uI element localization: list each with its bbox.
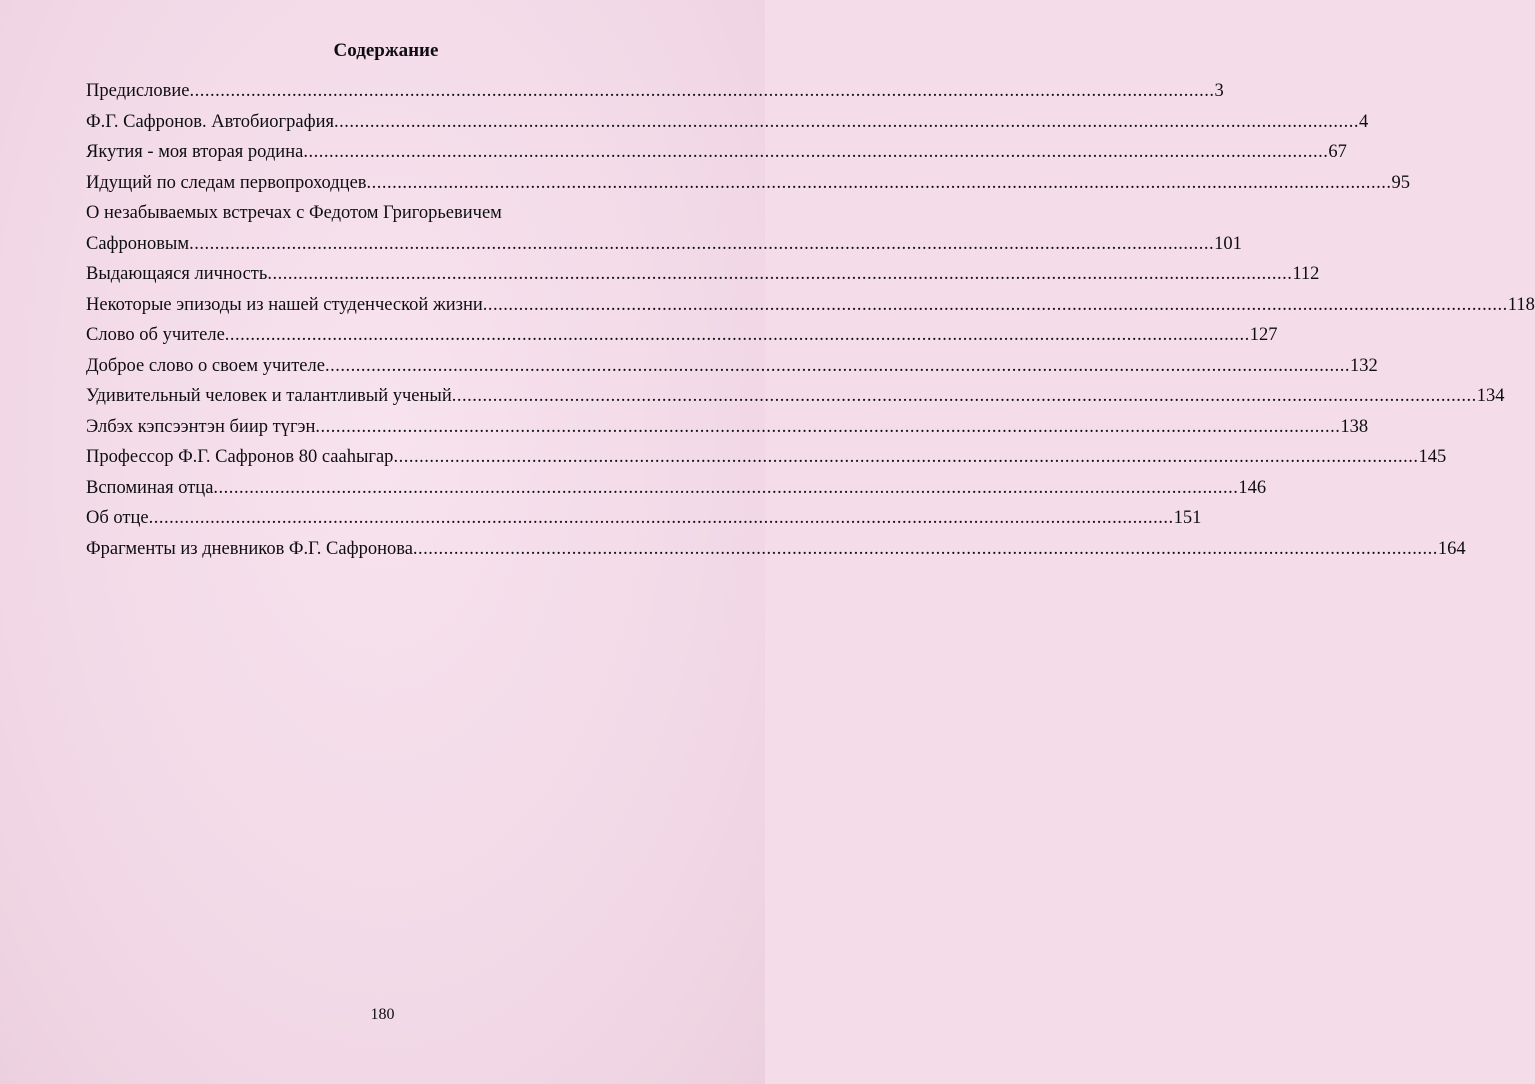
toc-entry-page: 4 [1359, 111, 1369, 132]
toc-leader-dots: ........................................................................................................................................................................................................ [393, 447, 1419, 467]
toc-entry-page: 146 [1238, 477, 1267, 498]
toc-entry-page: 164 [1437, 538, 1466, 559]
toc-entry [86, 534, 1466, 565]
toc-entry [86, 320, 1278, 351]
toc-entry-page: 127 [1249, 325, 1278, 345]
table-of-contents [86, 40, 1535, 564]
toc-entry [86, 412, 1369, 443]
toc-entry-title: Предисловие [86, 81, 190, 101]
toc-entry-page: 145 [1418, 447, 1447, 467]
toc-leader-dots: ........................................................................................................................................................................................................ [267, 264, 1293, 284]
toc-entry-page: 118 [1507, 294, 1535, 315]
toc-title: Содержание [333, 40, 439, 61]
toc-entry [86, 76, 1224, 107]
toc-entry-title: Об отце [86, 508, 149, 528]
toc-entry [86, 107, 1369, 138]
toc-leader-dots: ........................................................................................................................................................................................................ [412, 538, 1438, 559]
toc-leader-dots: ........................................................................................................................................................................................................ [366, 172, 1392, 193]
toc-entry-title: Выдающаяся личность [86, 264, 268, 284]
toc-leader-dots: ........................................................................................................................................................................................................ [303, 142, 1329, 162]
toc-entry [86, 442, 1447, 473]
toc-leader-dots: ........................................................................................................................................................................................................ [189, 233, 1215, 254]
page-number: 180 [370, 1006, 395, 1023]
toc-entry-title: Фрагменты из дневников Ф.Г. Сафронова [86, 538, 413, 559]
toc-entry-page: 3 [1214, 81, 1224, 101]
toc-entry [86, 473, 1267, 504]
toc-leader-dots: ........................................................................................................................................................................................................ [451, 386, 1477, 406]
toc-leader-dots: ........................................................................................................................................................................................................ [189, 81, 1215, 101]
toc-leader-dots: ........................................................................................................................................................................................................ [213, 477, 1239, 498]
toc-entry [86, 168, 1411, 199]
toc-leader-dots: ........................................................................................................................................................................................................ [148, 508, 1174, 528]
toc-entry-title: Некоторые эпизоды из нашей студенческой жизни [86, 294, 483, 315]
toc-entry-title: Профессор Ф.Г. Сафронов 80 сааһыгар [86, 447, 394, 467]
toc-entry-page: 95 [1391, 172, 1411, 193]
toc-entry [86, 503, 1202, 534]
toc-entry [86, 290, 1535, 321]
toc-entry-title: Ф.Г. Сафронов. Автобиография [86, 111, 335, 132]
toc-entry-page: 67 [1328, 142, 1347, 162]
toc-entry-page: 101 [1214, 233, 1242, 254]
toc-entry [86, 259, 1320, 290]
toc-entry [86, 229, 1242, 260]
toc-entry-page: 132 [1349, 355, 1378, 376]
toc-entry-title: Сафроновым [86, 233, 190, 254]
toc-entry [86, 137, 1347, 168]
toc-leader-dots: ........................................................................................................................................................................................................ [324, 355, 1350, 376]
toc-entry-title: О незабываемых встречах с Федотом Григорьевичем [86, 203, 502, 223]
toc-entry-title: Доброе слово о своем учителе [86, 355, 325, 376]
toc-entry [86, 351, 1378, 382]
toc-leader-dots: ........................................................................................................................................................................................................ [482, 294, 1508, 315]
toc-entry-title: Якутия - моя вторая родина [86, 142, 304, 162]
toc-entry-title: Элбэх кэпсээнтэн биир түгэн [86, 416, 316, 437]
toc-entry-page: 151 [1173, 508, 1202, 528]
toc-leader-dots: ........................................................................................................................................................................................................ [224, 325, 1250, 345]
toc-entry-title: Вспоминая отца [86, 477, 214, 498]
toc-entry-title: Слово об учителе [86, 325, 225, 345]
toc-entry-page: 112 [1292, 264, 1320, 284]
toc-leader-dots: ........................................................................................................................................................................................................ [315, 416, 1341, 437]
toc-entry-title: Идущий по следам первопроходцев [86, 172, 367, 193]
toc-entry [86, 381, 1505, 412]
toc-entry-page: 134 [1476, 386, 1505, 406]
toc-leader-dots: ........................................................................................................................................................................................................ [334, 111, 1360, 132]
toc-entry-line1 [86, 198, 684, 229]
toc-entry-title: Удивительный человек и талантливый ученый [86, 386, 452, 406]
toc-entry-page: 138 [1340, 416, 1369, 437]
